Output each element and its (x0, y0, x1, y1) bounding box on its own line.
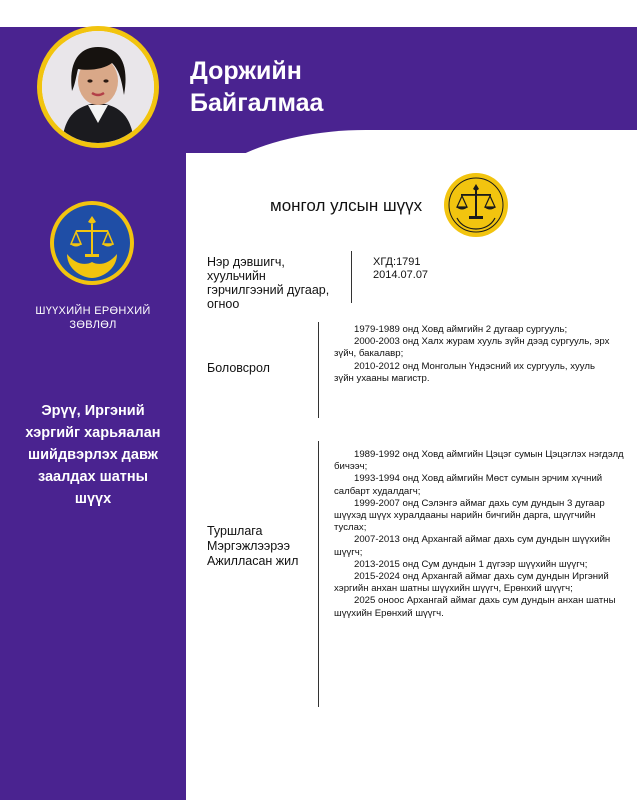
experience-item: 1999-2007 онд Сэлэнгэ аймаг дахь сум дундын 3 дугаар шүүхэд шүүх хуралдааны нарийн бичгийн дарга, шүүгчийн туслах; (334, 497, 605, 534)
appointment-label-line: гэрчилгээний дугаар, (207, 283, 330, 297)
experience-label-line: Туршлага (207, 524, 263, 538)
court-type-line: шүүх (74, 491, 112, 507)
scales-of-justice-icon (443, 172, 509, 238)
court-type-line: заалдах шатны (37, 469, 149, 485)
experience-list (334, 449, 628, 620)
education-item: 1979-1989 онд Ховд аймгийн 2 дугаар сургууль; (354, 324, 568, 335)
education-label: Боловсрол (207, 361, 270, 375)
experience-label-line: Мэргэжлээрээ (207, 539, 290, 553)
court-type (16, 400, 170, 510)
license-number: ХГД:1791 (373, 256, 421, 268)
experience-item: 1993-1994 онд Ховд аймгийн Мөст сумын эрчим хүчний салбарт худалдагч; (334, 473, 603, 497)
appointment-value (373, 256, 428, 282)
experience-item: 2025 оноос Архангай аймаг дахь сум дундын анхан шатны шүүхийн Ерөнхий шүүгч. (334, 595, 616, 619)
appointment-label-line: огноо (207, 297, 240, 311)
appointment-label-line: хуульчийн (207, 269, 266, 283)
education-item: 2010-2012 онд Монголын Үндэсний их сургууль, хууль зүйн ухааны магистр. (334, 360, 595, 384)
portrait-photo (42, 31, 154, 143)
judicial-council-emblem-icon (49, 200, 135, 286)
divider-line (351, 251, 352, 303)
court-type-line: шийдвэрлэх давж (28, 447, 158, 463)
name-line-1: Доржийн (190, 57, 302, 85)
candidate-name (190, 55, 323, 119)
experience-item: 2013-2015 онд Сум дундын 1 дүгээр шүүхийн шүүгч; (354, 558, 588, 570)
experience-item: 2015-2024 онд Архангай аймаг дахь сум дундын Иргэний хэргийн анхан шатны шүүхийн шүүгч, Ерөнхий шүүгч; (334, 571, 609, 595)
appointment-label (207, 255, 329, 311)
court-type-line: Эрүү, Иргэний (41, 403, 145, 419)
education-item: 2000-2003 онд Халх журам хууль зүйн дээд сургууль, эрх зүйч, бакалавр; (334, 336, 610, 360)
experience-label-line: Ажилласан жил (207, 554, 299, 568)
page-title: монгол улсын шүүх (270, 196, 423, 215)
name-line-2: Байгалмаа (190, 89, 324, 117)
divider-line (318, 441, 319, 707)
court-type-line: хэргийг харьяалан (25, 425, 161, 441)
appointment-label-line: Нэр дэвшигч, (207, 255, 285, 269)
court-council-name: ШҮҮХИЙН ЕРӨНХИЙ ЗӨВЛӨЛ (35, 305, 151, 331)
experience-item: 1989-1992 онд Ховд аймгийн Цэцэг сумын Цэцэглэх нэгдэлд бичээч; (334, 449, 624, 473)
education-list (334, 324, 612, 385)
experience-item: 2007-2013 онд Архангай аймаг дахь сум дундын шүүхийн шүүгч; (334, 534, 611, 558)
experience-label (207, 524, 298, 569)
license-date: 2014.07.07 (373, 269, 429, 281)
divider-line (318, 322, 319, 418)
